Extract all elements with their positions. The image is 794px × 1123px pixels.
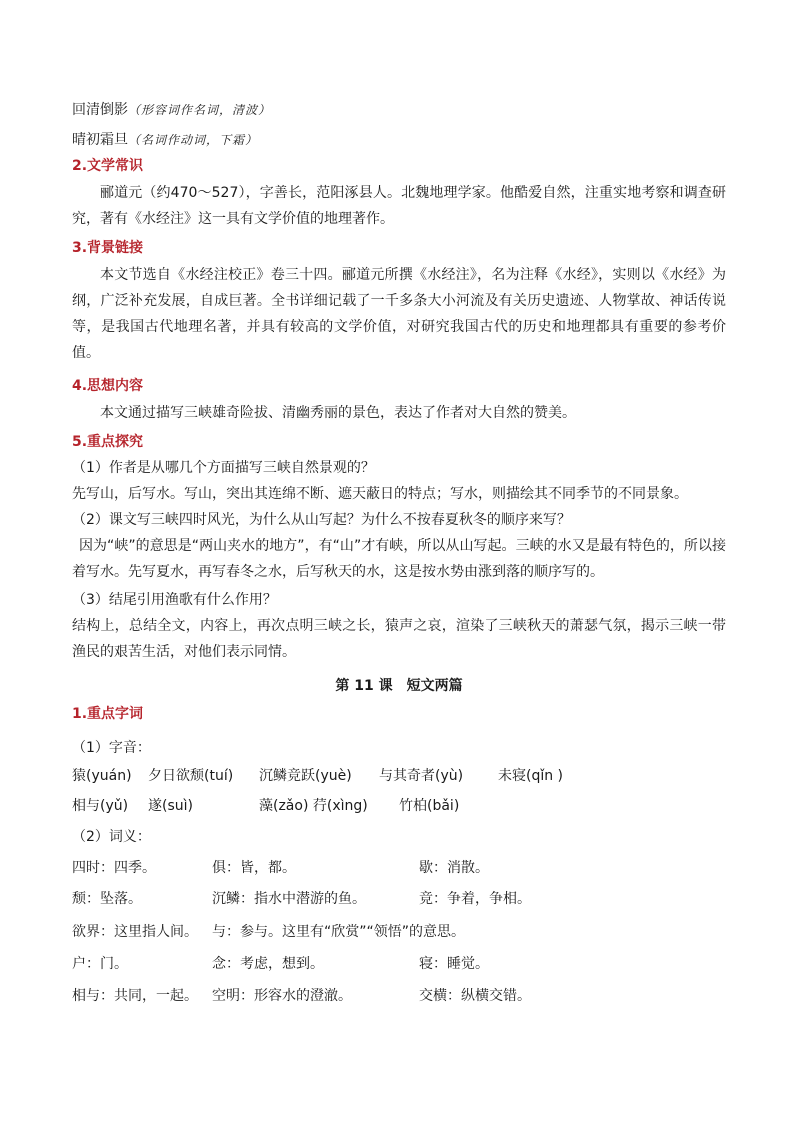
section-heading-keywords: 1.重点字词 (72, 706, 144, 722)
meaning-item: 竞：争着，争相。 (419, 891, 531, 907)
question-1: （1）作者是从哪几个方面描写三峡自然景观的？ (72, 460, 375, 476)
question-2: （2）课文写三峡四时风光，为什么从山写起？为什么不按春夏秋冬的顺序来写？ (72, 512, 571, 528)
pronunciation-label: （1）字音： (72, 740, 151, 756)
meaning-item: 欲界：这里指人间。 (72, 924, 198, 940)
pronunciation-item: 猿(yuán) (72, 768, 132, 784)
meaning-item: 歇：消散。 (419, 860, 489, 876)
pronunciation-item: 夕日欲颓(tuí) (148, 768, 234, 784)
section-heading-thought: 4.思想内容 (72, 378, 144, 394)
section-heading-explore: 5.重点探究 (72, 434, 144, 450)
meaning-row (72, 889, 726, 909)
answer-3: 结构上，总结全文，内容上，再次点明三峡之长，猿声之哀，渲染了三峡秋天的萧瑟气氛，揭示三峡一带渔民的艰苦生活，对他们表示同情。 (72, 618, 726, 660)
paragraph-background: 本文节选自《水经注校正》卷三十四。郦道元所撰《水经注》，名为注释《水经》，实则以《水经》为纲，广泛补充发展，自成巨著。全书详细记载了一千多条大小河流及有关历史遗迹、人物掌故、神话传说等，是我国古代地理名著，并具有较高的文学价值，对研究我国古代的历史和地理都具有重要的参考价值。 (72, 267, 726, 361)
meaning-row (72, 954, 726, 974)
pronunciation-item: 遂(suì) (148, 798, 193, 814)
meaning-item: 空明：形容水的澄澈。 (212, 988, 352, 1004)
meaning-item: 寝：睡觉。 (419, 956, 489, 972)
pronunciation-item: 未寝(qǐn ) (498, 768, 564, 784)
meaning-item: 念：考虑，想到。 (212, 956, 324, 972)
meaning-label: （2）词义： (72, 829, 151, 845)
meaning-item: 户：门。 (72, 956, 128, 972)
pronunciation-row-2 (72, 796, 726, 816)
answer-2: 因为“峡”的意思是“两山夹水的地方”，有“山”才有峡，所以从山写起。三峡的水又是最有特色的，所以接着写水。先写夏水，再写春冬之水，后写秋天的水，这是按水势由涨到落的顺序写的。 (72, 538, 726, 580)
answer-1: 先写山，后写水。写山，突出其连绵不断、遮天蔽日的特点；写水，则描绘其不同季节的不同景象。 (72, 486, 688, 502)
pronunciation-item: 沉鳞竞跃(yuè) (259, 768, 352, 784)
meaning-item: 颓：坠落。 (72, 891, 142, 907)
intro-note: （形容词作名词，清波） (128, 103, 272, 117)
meaning-item: 俱：皆，都。 (212, 860, 296, 876)
paragraph-literature: 郦道元（约470～527），字善长，范阳涿县人。北魏地理学家。他酷爱自然，注重实地考察和调查研究，著有《水经注》这一具有文学价值的地理著作。 (72, 185, 726, 227)
pronunciation-item: 竹柏(bǎi) (399, 798, 460, 814)
paragraph-thought: 本文通过描写三峡雄奇险拔、清幽秀丽的景色，表达了作者对大自然的赞美。 (100, 405, 576, 421)
pronunciation-item: 相与(yǔ) (72, 798, 129, 814)
intro-line-2 (72, 130, 258, 150)
section-heading-background: 3.背景链接 (72, 240, 144, 256)
intro-word: 回清倒影 (72, 102, 128, 118)
intro-word: 晴初霜旦 (72, 132, 128, 148)
meaning-row (72, 922, 726, 942)
lesson-title: 第 11 课 短文两篇 (335, 678, 463, 694)
question-3: （3）结尾引用渔歌有什么作用？ (72, 592, 277, 608)
pronunciation-item: 藻(zǎo) 荇(xìng) (259, 798, 368, 814)
meaning-item: 四时：四季。 (72, 860, 156, 876)
intro-line-1 (72, 100, 271, 120)
pronunciation-row-1 (72, 766, 726, 786)
intro-note: （名词作动词，下霜） (128, 133, 259, 147)
pronunciation-item: 与其奇者(yù) (379, 768, 464, 784)
meaning-row (72, 986, 726, 1006)
meaning-row (72, 858, 726, 878)
meaning-item: 沉鳞：指水中潜游的鱼。 (212, 891, 366, 907)
meaning-item: 与：参与。这里有“欣赏”“领悟”的意思。 (212, 924, 466, 940)
section-heading-literature: 2.文学常识 (72, 158, 144, 174)
meaning-item: 相与：共同，一起。 (72, 988, 198, 1004)
meaning-item: 交横：纵横交错。 (419, 988, 531, 1004)
